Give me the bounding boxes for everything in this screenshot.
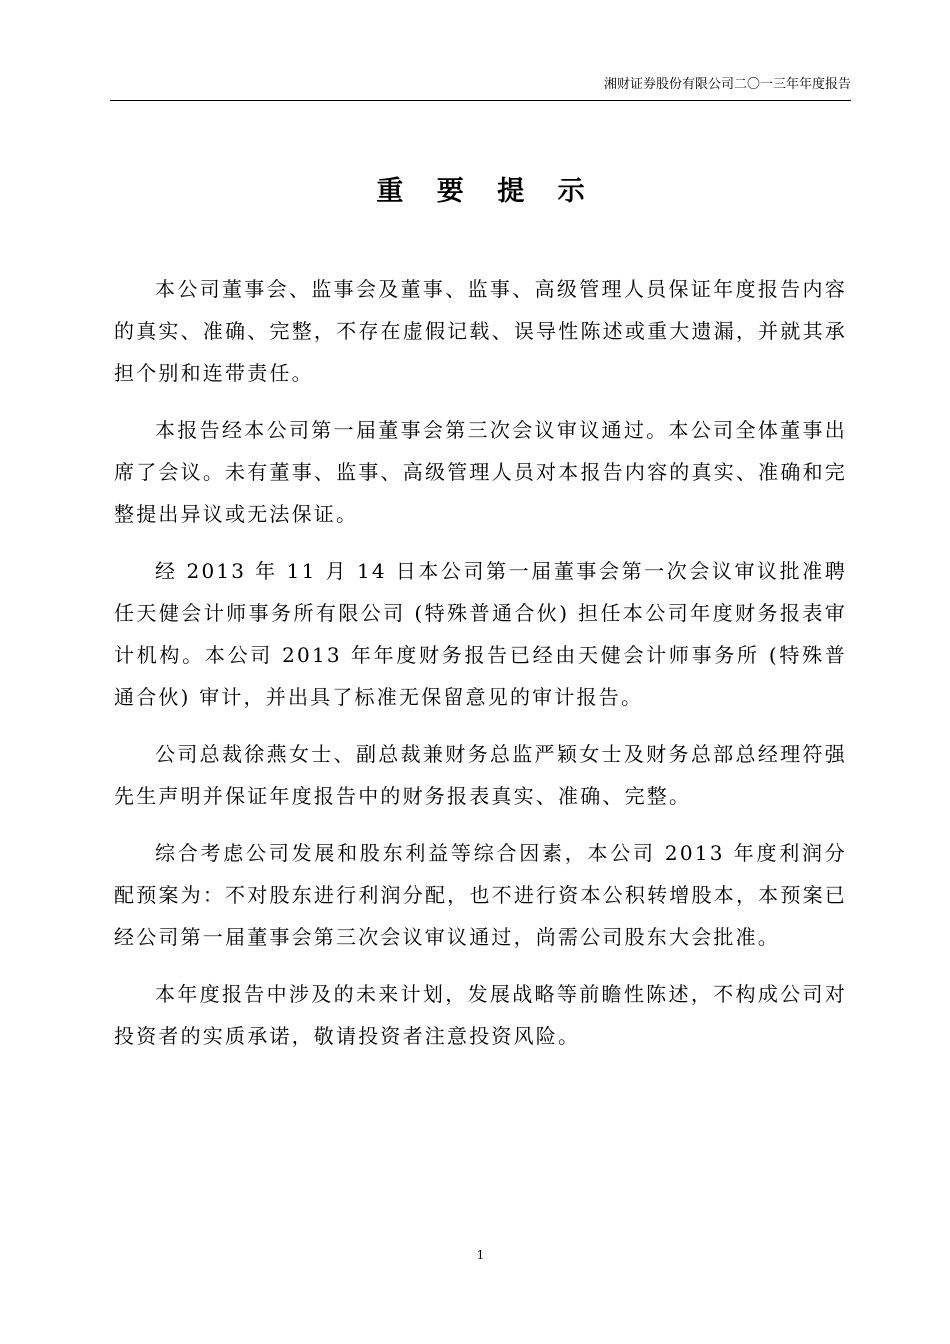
paragraph-responsibility: 本公司董事会、监事会及董事、监事、高级管理人员保证年度报告内容的真实、准确、完整，不存在虚假记载、误导性陈述或重大遗漏，并就其承担个别和连带责任。 (114, 277, 847, 385)
header-rule (110, 100, 851, 101)
page-number: 1 (476, 1248, 485, 1262)
page-title: 重 要 提 示 (376, 176, 597, 207)
paragraph-board-approval: 本报告经本公司第一届董事会第三次会议审议通过。本公司全体董事出席了会议。未有董事、监事、高级管理人员对本报告内容的真实、准确和完整提出异议或无法保证。 (114, 418, 847, 526)
paragraph-forward-looking: 本年度报告中涉及的未来计划，发展战略等前瞻性陈述，不构成公司对投资者的实质承诺，敬请投资者注意投资风险。 (114, 982, 847, 1048)
paragraph-auditor: 经 2013 年 11 月 14 日本公司第一届董事会第一次会议审议批准聘任天健会计师事务所有限公司 (特殊普通合伙) 担任本公司年度财务报表审计机构。本公司 2013 年年度财务报告已经由天健会计师事务所 (特殊普通合伙) 审计，并出具了标准无保留意见的审计报告。 (114, 559, 847, 709)
paragraph-profit-distribution: 综合考虑公司发展和股东利益等综合因素，本公司 2013 年度利润分配预案为：不对股东进行利润分配，也不进行资本公积转增股本，本预案已经公司第一届董事会第三次会议审议通过，尚需公司股东大会批准。 (114, 841, 847, 949)
notice-body (114, 268, 847, 1072)
paragraph-financial-statement: 公司总裁徐燕女士、副总裁兼财务总监严颖女士及财务总部总经理符强先生声明并保证年度报告中的财务报表真实、准确、完整。 (114, 742, 847, 808)
running-header: 湘财证券股份有限公司二〇一三年年度报告 (603, 77, 851, 92)
